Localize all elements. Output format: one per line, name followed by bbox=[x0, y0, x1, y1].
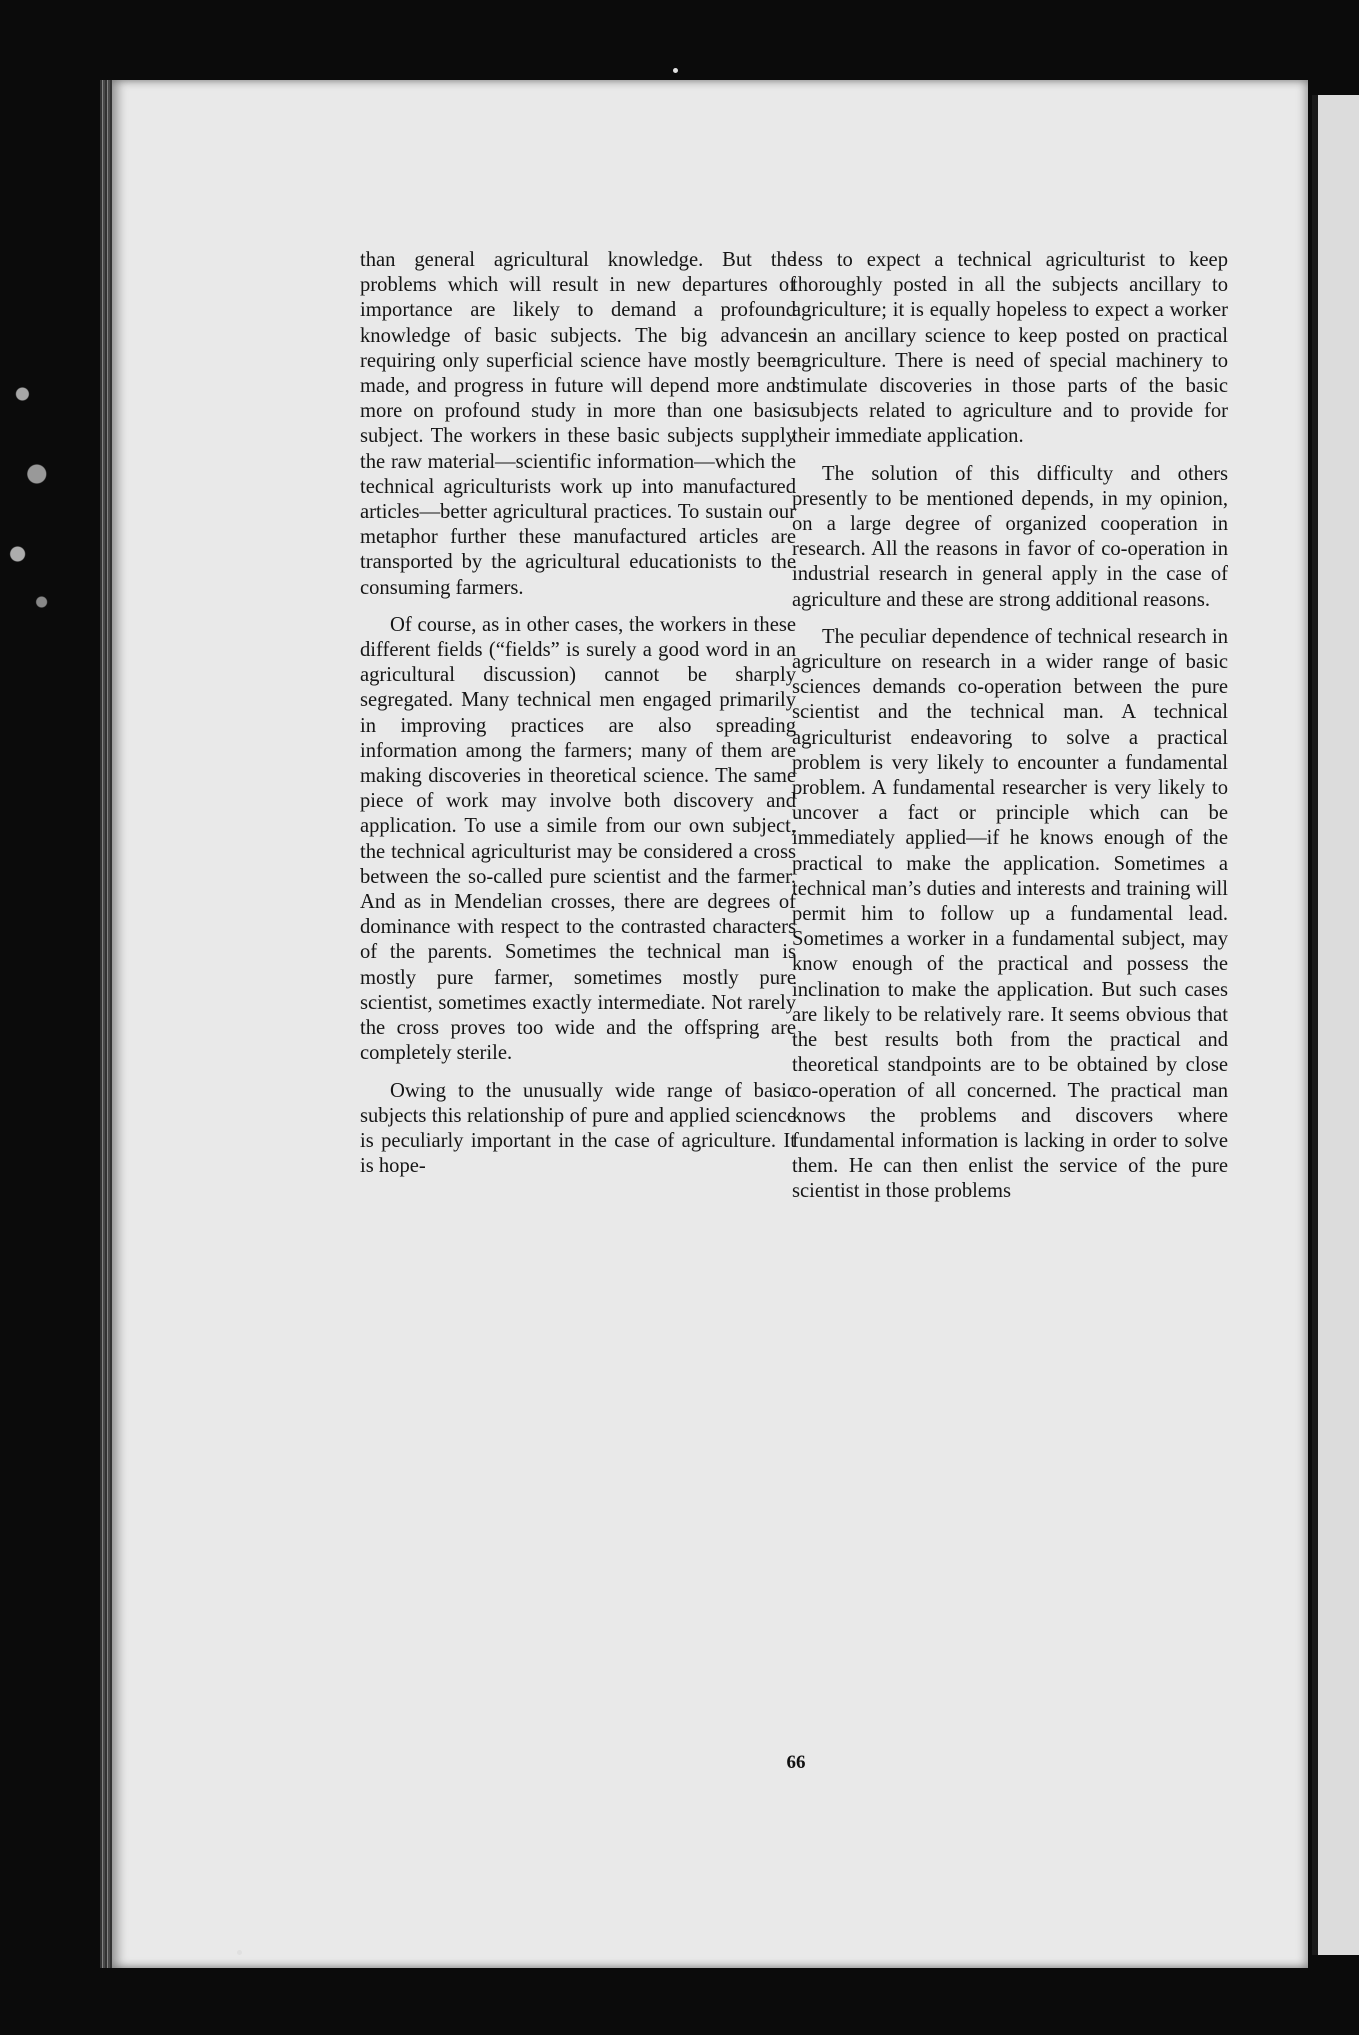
scan-speck bbox=[673, 68, 678, 73]
paragraph: The solution of this difficulty and others presently to be mentioned depends, in my opinion, on a large degree of organized cooperation in research. All the reasons in favor of co-operation in industrial research in general apply in the case of agriculture and these are strong additional reasons. bbox=[792, 462, 1228, 611]
text-column-left bbox=[360, 248, 796, 1191]
paragraph: The peculiar dependence of technical research in agriculture on research in a wider range of basic sciences demands co-operation between the pure scientist and the technical man. A technical agriculturist endeavoring to solve a practical problem is very likely to encounter a fundamental problem. A fundamental researcher is very likely to uncover a fact or principle which can be immediately applied—if he knows enough of the practical to make the application. Sometimes a technical man’s duties and interests and training will permit him to follow up a fundamental lead. Sometimes a worker in a fundamental subject, may know enough of the practical and possess the inclination to make the application. But such cases are likely to be relatively rare. It seems obvious that the best results both from the practical and theoretical standpoints are to be obtained by close co-operation of all concerned. The practical man knows the problems and discovers where fundamental information is lacking in order to solve them. He can then enlist the service of the pure scientist in those problems bbox=[792, 625, 1228, 1203]
paragraph: Owing to the unusually wide range of basic subjects this relationship of pure and applied science is peculiarly important in the case of agriculture. It is hope- bbox=[360, 1079, 796, 1178]
paragraph: Of course, as in other cases, the workers in these different fields (“fields” is surely a good word in an agricultural discussion) cannot be sharply segregated. Many technical men engaged primarily in improving practices are also spreading information among the farmers; many of them are making discoveries in theoretical science. The same piece of work may involve both discovery and application. To use a simile from our own subject, the technical agriculturist may be considered a cross between the so-called pure scientist and the farmer. And as in Mendelian crosses, there are degrees of dominance with respect to the contrasted characters of the parents. Sometimes the technical man is mostly pure farmer, sometimes mostly pure scientist, sometimes exactly intermediate. Not rarely the cross proves too wide and the offspring are completely sterile. bbox=[360, 613, 796, 1065]
text-column-right bbox=[792, 248, 1228, 1217]
paragraph: than general agricultural knowledge. But the problems which will result in new departures of importance are likely to demand a profound knowledge of basic subjects. The big advances requiring only superficial science have mostly been made, and progress in future will depend more and more on profound study in more than one basic subject. The workers in these basic subjects supply the raw material—scientific information—which the technical agriculturists work up into manufactured articles—better agricultural practices. To sustain our metaphor further these manufactured articles are transported by the agricultural educationists to the consuming farmers. bbox=[360, 249, 796, 599]
facing-page-edge bbox=[1312, 95, 1359, 1955]
paragraph: less to expect a technical agriculturist to keep thoroughly posted in all the subjects ancillary to agriculture; it is equally hopeless to expect a worker in an ancillary science to keep posted on practical agriculture. There is need of special machinery to stimulate discoveries in those parts of the basic subjects related to agriculture and to provide for their immediate application. bbox=[792, 249, 1228, 448]
adjacent-page-texture bbox=[8, 330, 56, 650]
page-number: 66 bbox=[786, 1752, 806, 1773]
scan-speck bbox=[237, 1950, 242, 1955]
